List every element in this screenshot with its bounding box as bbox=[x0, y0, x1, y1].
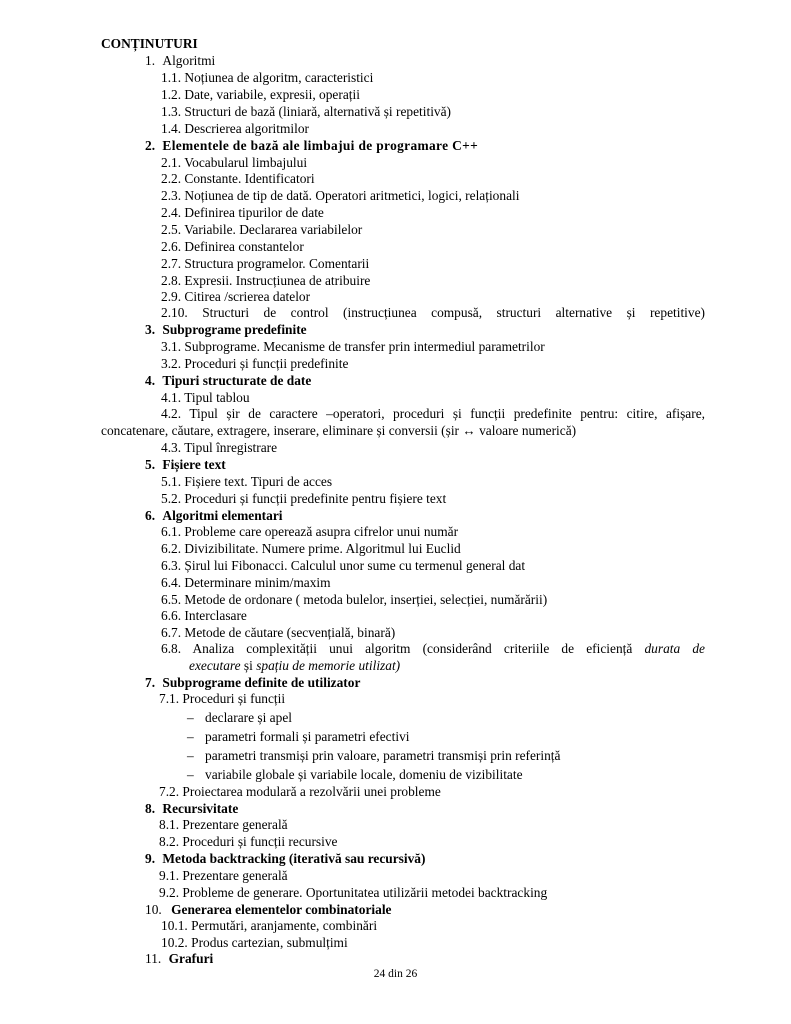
list-item: 1.4. Descrierea algoritmilor bbox=[161, 121, 309, 136]
chapter-heading bbox=[145, 456, 226, 473]
list-item: 6.2. Divizibilitate. Numere prime. Algoritmul lui Euclid bbox=[161, 541, 461, 556]
list-item: 2.6. Definirea constantelor bbox=[161, 239, 304, 254]
list-item: 2.8. Expresii. Instrucțiunea de atribuire bbox=[161, 273, 371, 288]
list-item: 6.5. Metode de ordonare ( metoda bulelor, inserției, selecției, numărării) bbox=[161, 592, 548, 607]
chapter-number: 3. bbox=[145, 322, 156, 337]
list-item: 2.7. Structura programelor. Comentarii bbox=[161, 256, 370, 271]
list-item: 7.2. Proiectarea modulară a rezolvării unei probleme bbox=[159, 784, 441, 799]
chapter-heading bbox=[145, 137, 478, 154]
chapter-heading bbox=[145, 950, 213, 967]
chapter-heading bbox=[145, 901, 392, 918]
chapter-title: Algoritmi bbox=[162, 53, 216, 68]
list-item-continuation: concatenare, căutare, extragere, inserare, eliminare și conversii (șir ↔ valoare numerică) bbox=[101, 423, 577, 438]
list-item: 1.1. Noțiunea de algoritm, caracteristici bbox=[161, 70, 374, 85]
list-item: 8.1. Prezentare generală bbox=[159, 817, 288, 832]
chapter-title: Tipuri structurate de date bbox=[162, 373, 312, 388]
list-item: 2.3. Noțiunea de tip de dată. Operatori aritmetici, logici, relaționali bbox=[161, 188, 520, 203]
list-item: 6.4. Determinare minim/maxim bbox=[161, 575, 331, 590]
list-item: 4.1. Tipul tablou bbox=[161, 390, 250, 405]
chapter-title: Fișiere text bbox=[162, 457, 226, 472]
list-item: 10.2. Produs cartezian, submulțimi bbox=[161, 935, 348, 950]
dash-item bbox=[187, 747, 560, 764]
chapter-heading bbox=[145, 850, 425, 867]
list-item: 6.1. Probleme care operează asupra cifrelor unui număr bbox=[161, 524, 459, 539]
chapter-number: 6. bbox=[145, 508, 156, 523]
dash-bullet: – bbox=[187, 710, 194, 725]
list-item: 6.7. Metode de căutare (secvențială, binară) bbox=[161, 625, 396, 640]
list-item: 2.4. Definirea tipurilor de date bbox=[161, 205, 324, 220]
chapter-heading bbox=[145, 321, 307, 338]
list-item: 2.10. Structuri de control (instrucțiunea compusă, structuri alternative și repetitive) bbox=[161, 305, 705, 320]
chapter-heading bbox=[145, 52, 215, 69]
list-item-text: și bbox=[243, 658, 253, 673]
list-item: 4.3. Tipul înregistrare bbox=[161, 440, 278, 455]
list-item-continuation bbox=[189, 657, 400, 674]
dash-item-text: variabile globale și variabile locale, domeniu de vizibilitate bbox=[205, 767, 523, 782]
chapter-title: Generarea elementelor combinatoriale bbox=[171, 902, 392, 917]
chapter-heading bbox=[145, 674, 360, 691]
list-item: 1.3. Structuri de bază (liniară, alternativă și repetitivă) bbox=[161, 104, 452, 119]
chapter-title: Subprograme definite de utilizator bbox=[162, 675, 361, 690]
italic-text: durata de bbox=[644, 641, 705, 656]
list-item: 7.1. Proceduri și funcții bbox=[159, 691, 286, 706]
list-item bbox=[161, 640, 705, 657]
chapter-title: Recursivitate bbox=[162, 801, 239, 816]
chapter-heading bbox=[145, 507, 283, 524]
list-item: 9.1. Prezentare generală bbox=[159, 868, 288, 883]
chapter-number: 10. bbox=[145, 902, 162, 917]
list-item: 3.2. Proceduri și funcții predefinite bbox=[161, 356, 349, 371]
chapter-heading bbox=[145, 372, 311, 389]
dash-item-text: parametri formali și parametri efectivi bbox=[205, 729, 410, 744]
dash-item bbox=[187, 766, 523, 783]
chapter-number: 7. bbox=[145, 675, 156, 690]
page-number: 24 din 26 bbox=[373, 968, 418, 980]
dash-bullet: – bbox=[187, 729, 194, 744]
list-item: 4.2. Tipul șir de caractere –operatori, proceduri și funcții predefinite pentru: citire, afișare, bbox=[161, 406, 705, 421]
dash-item bbox=[187, 728, 409, 745]
list-item: 9.2. Probleme de generare. Oportunitatea utilizării metodei backtracking bbox=[159, 885, 548, 900]
dash-item-text: declarare și apel bbox=[205, 710, 292, 725]
chapter-number: 5. bbox=[145, 457, 156, 472]
section-title: CONȚINUTURI bbox=[101, 36, 198, 51]
list-item: 5.2. Proceduri și funcții predefinite pentru fișiere text bbox=[161, 491, 447, 506]
list-item-text: 6.8. Analiza complexității unui algoritm (considerând criteriile de eficiență bbox=[161, 641, 633, 656]
chapter-title: Metoda backtracking (iterativă sau recursivă) bbox=[162, 851, 426, 866]
chapter-number: 8. bbox=[145, 801, 156, 816]
list-item: 2.5. Variabile. Declararea variabilelor bbox=[161, 222, 363, 237]
list-item: 2.2. Constante. Identificatori bbox=[161, 171, 315, 186]
chapter-number: 4. bbox=[145, 373, 156, 388]
dash-item-text: parametri transmiși prin valoare, parametri transmiși prin referință bbox=[205, 748, 561, 763]
dash-bullet: – bbox=[187, 767, 194, 782]
italic-text: executare bbox=[189, 658, 241, 673]
chapter-number: 1. bbox=[145, 53, 156, 68]
chapter-title: Subprograme predefinite bbox=[162, 322, 307, 337]
list-item: 8.2. Proceduri și funcții recursive bbox=[159, 834, 338, 849]
list-item: 10.1. Permutări, aranjamente, combinări bbox=[161, 918, 378, 933]
list-item: 2.9. Citirea /scrierea datelor bbox=[161, 289, 311, 304]
list-item: 1.2. Date, variabile, expresii, operații bbox=[161, 87, 360, 102]
chapter-title: Grafuri bbox=[168, 951, 214, 966]
italic-text: spațiu de memorie utilizat) bbox=[256, 658, 401, 673]
list-item: 6.3. Șirul lui Fibonacci. Calculul unor sume cu termenul general dat bbox=[161, 558, 526, 573]
dash-item bbox=[187, 709, 292, 726]
chapter-title: Elementele de bază ale limbajui de programare C++ bbox=[162, 138, 479, 153]
chapter-heading bbox=[145, 800, 238, 817]
chapter-title: Algoritmi elementari bbox=[162, 508, 283, 523]
dash-bullet: – bbox=[187, 748, 194, 763]
list-item: 3.1. Subprograme. Mecanisme de transfer prin intermediul parametrilor bbox=[161, 339, 545, 354]
chapter-number: 2. bbox=[145, 138, 156, 153]
chapter-number: 9. bbox=[145, 851, 156, 866]
list-item: 2.1. Vocabularul limbajului bbox=[161, 155, 308, 170]
list-item: 6.6. Interclasare bbox=[161, 608, 247, 623]
chapter-number: 11. bbox=[145, 951, 162, 966]
list-item: 5.1. Fișiere text. Tipuri de acces bbox=[161, 474, 333, 489]
